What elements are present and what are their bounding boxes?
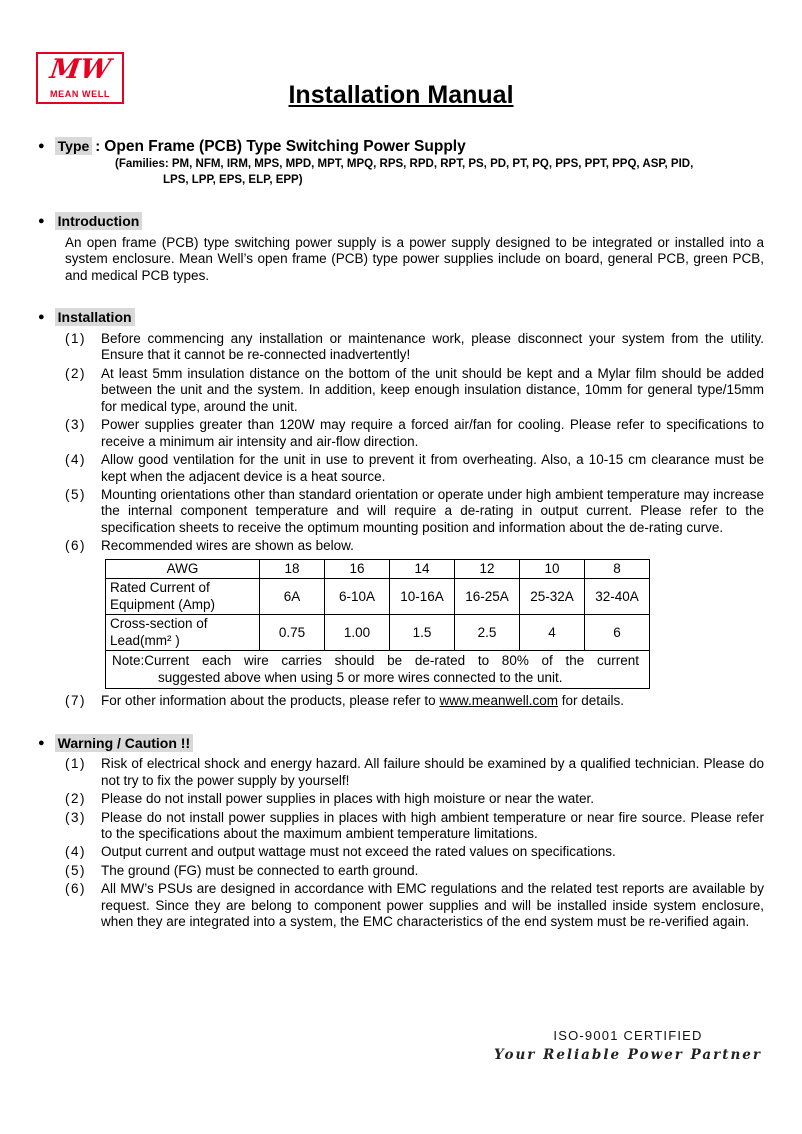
item-text: Please do not install power supplies in places with high moisture or near the water. [101, 791, 595, 807]
item-number: (6) [65, 881, 86, 897]
installation-section [38, 309, 764, 709]
type-separator: : [95, 137, 101, 155]
table-cell: 12 [455, 559, 520, 578]
warning-item-4 [65, 844, 764, 860]
type-value: Open Frame (PCB) Type Switching Power Supply [104, 137, 466, 155]
table-cell: 2.5 [455, 615, 520, 651]
item-number: (2) [65, 365, 86, 381]
meanwell-link[interactable]: www.meanwell.com [439, 693, 558, 709]
wire-table-row-rated-current [106, 579, 650, 615]
table-cell: 6 [585, 615, 650, 651]
wire-table-header-row [106, 559, 650, 578]
warning-heading: Warning / Caution !! [55, 734, 193, 752]
meanwell-logo [36, 52, 124, 104]
item-number: (3) [65, 417, 86, 433]
table-cell: 10-16A [390, 579, 455, 615]
item-number: (5) [65, 487, 86, 502]
installation-item-3 [65, 417, 764, 450]
introduction-section [38, 213, 764, 284]
document-footer [494, 1028, 762, 1063]
bullet-icon: ● [38, 215, 45, 228]
item-text: At least 5mm insulation distance on the bottom of the unit should be kept and a Mylar film should be added between the unit and the system. In addition, keep enough insulation distance, 10mm for general type/15mm for medical type, around the unit. [101, 365, 764, 414]
item-text-after-link: for details. [557, 693, 625, 709]
item-number: (7) [65, 693, 86, 709]
logo-brand-text: MEAN WELL [50, 89, 110, 100]
families-line-1: (Families: PM, NFM, IRM, MPS, MPD, MPT, MPQ, RPS, RPD, RPT, PS, PD, PT, PQ, PPS, PPT, PPQ, ASP, PID, [115, 158, 694, 171]
families-line-2: LPS, LPP, EPS, ELP, EPP) [163, 173, 303, 186]
warning-item-1 [65, 756, 764, 789]
installation-heading: Installation [55, 308, 135, 326]
warning-heading-row [38, 735, 764, 752]
brand-slogan-text: Your Reliable Power Partner [494, 1046, 762, 1063]
item-number: (1) [65, 330, 86, 346]
warning-item-6 [65, 881, 764, 930]
installation-items [65, 331, 764, 710]
table-cell: 1.00 [325, 615, 390, 651]
bullet-icon: ● [38, 139, 45, 152]
item-text: Please do not install power supplies in places with high ambient temperature or near fire source. Please refer to the specifications about the maximum ambient temperature limitations. [101, 809, 764, 841]
table-cell: 1.5 [390, 615, 455, 651]
item-number: (1) [65, 756, 86, 772]
table-cell: AWG [106, 559, 260, 578]
bullet-icon: ● [38, 736, 45, 749]
introduction-heading-row [38, 213, 764, 230]
table-cell: 16-25A [455, 579, 520, 615]
installation-item-5 [65, 487, 764, 536]
table-row-label: Cross-section of Lead(mm² ) [106, 615, 260, 651]
item-text: Mounting orientations other than standard orientation or operate under high ambient temperature may increase the internal component temperature and will require a de-rating in output current. Please refer to the specification sheets to receive the optimum mounting position and information about the de-rating curve. [101, 487, 764, 535]
item-text: Before commencing any installation or maintenance work, please disconnect your system from the utility. Ensure that it cannot be re-connected inadvertently! [101, 330, 764, 363]
installation-heading-row [38, 309, 764, 326]
type-label: Type [55, 137, 93, 155]
table-cell: 6-10A [325, 579, 390, 615]
item-number: (4) [65, 452, 86, 468]
warning-item-2 [65, 791, 764, 807]
document-title: Installation Manual [288, 81, 514, 109]
item-number: (4) [65, 844, 86, 860]
item-text-before-link: For other information about the products, please refer to [101, 693, 440, 709]
table-cell: 4 [520, 615, 585, 651]
warning-item-3 [65, 810, 764, 843]
type-heading-row [38, 138, 764, 157]
warning-items [65, 756, 764, 931]
table-cell: 10 [520, 559, 585, 578]
installation-item-6 [65, 538, 764, 554]
table-cell: 6A [260, 579, 325, 615]
installation-item-1 [65, 331, 764, 364]
wire-table [105, 559, 650, 689]
warning-item-5 [65, 863, 764, 879]
table-row-label: Rated Current of Equipment (Amp) [106, 579, 260, 615]
item-text: The ground (FG) must be connected to earth ground. [101, 862, 419, 878]
warning-section [38, 735, 764, 931]
introduction-heading: Introduction [55, 212, 143, 230]
table-note-line-1: Note:Current each wire carries should be de-rated to 80% of the current [112, 653, 639, 669]
installation-item-4 [65, 452, 764, 485]
item-text: Allow good ventilation for the unit in use to prevent it from overheating. Also, a 10-15 cm clearance must be kept when the adjacent device is a heat source. [101, 452, 764, 484]
type-families [115, 157, 764, 188]
table-cell: 16 [325, 559, 390, 578]
table-note-line-2: suggested above when using 5 or more wires connected to the unit. [158, 669, 563, 685]
table-cell: 14 [390, 559, 455, 578]
table-cell: 18 [260, 559, 325, 578]
installation-item-7 [65, 693, 764, 709]
table-cell: 32-40A [585, 579, 650, 615]
introduction-body: An open frame (PCB) type switching power supply is a power supply designed to be integrated or installed into a system enclosure. Mean Well’s open frame (PCB) type power supplies include on board, general PCB, green PCB, and medical PCB types. [65, 234, 764, 283]
type-section [38, 138, 764, 189]
document-content [0, 138, 802, 931]
iso-certified-text: ISO-9001 CERTIFIED [553, 1028, 703, 1043]
bullet-icon: ● [38, 311, 45, 324]
item-text [101, 693, 624, 708]
table-cell: 0.75 [260, 615, 325, 651]
item-text: Power supplies greater than 120W may require a forced air/fan for cooling. Please refer to specifications to receive a minimum air intensity and air-flow direction. [101, 417, 764, 449]
table-cell: 25-32A [520, 579, 585, 615]
document-header [0, 0, 802, 111]
table-note-cell [106, 651, 650, 689]
item-text: Risk of electrical shock and energy hazard. All failure should be examined by a qualified technician. Please do not try to fix the power supply by yourself! [101, 756, 764, 788]
wire-table-note-row [106, 651, 650, 689]
item-number: (3) [65, 809, 86, 825]
wire-table-row-cross-section [106, 615, 650, 651]
item-number: (5) [65, 862, 86, 878]
item-number: (6) [65, 538, 86, 554]
mw-logo-icon: MW [47, 54, 113, 85]
item-text: All MW’s PSUs are designed in accordance with EMC regulations and the related test reports are available by request. Since they are belong to component power supplies and will be installed inside system enclosure, when they are integrated into a system, the EMC characteristics of the end system must be re-verified again. [101, 881, 764, 930]
table-cell: 8 [585, 559, 650, 578]
item-text: Recommended wires are shown as below. [101, 538, 354, 554]
installation-item-2 [65, 366, 764, 415]
item-number: (2) [65, 791, 86, 807]
item-text: Output current and output wattage must not exceed the rated values on specifications. [101, 844, 616, 860]
